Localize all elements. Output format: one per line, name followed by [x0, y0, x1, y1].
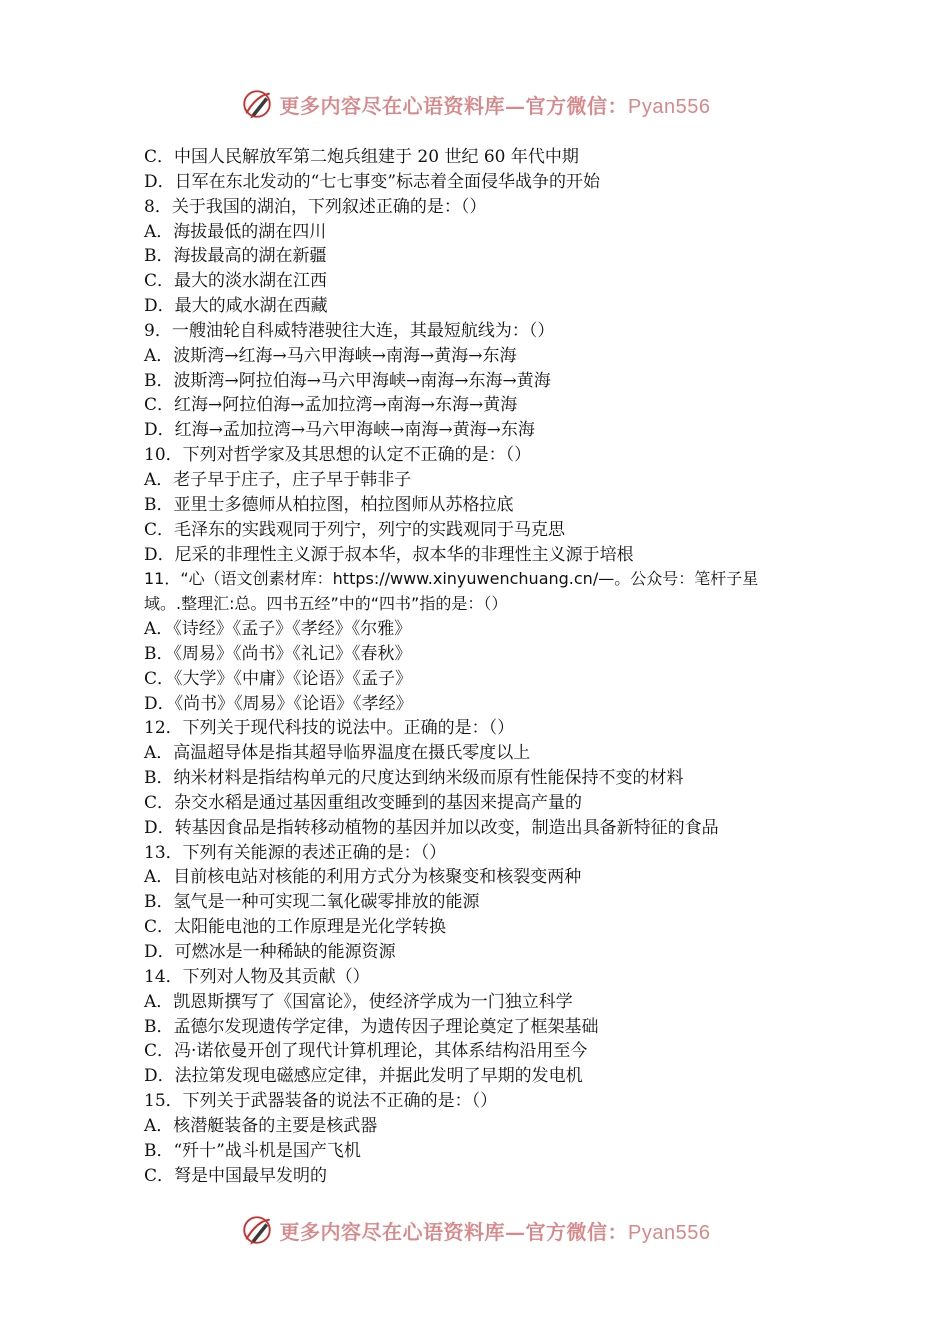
option-line: C．红海→阿拉伯海→孟加拉湾→南海→东海→黄海	[144, 395, 518, 416]
footer-watermark	[240, 1213, 711, 1247]
option-line: A．凯恩斯撰写了《国富论》，使经济学成为一门独立科学	[144, 991, 573, 1012]
option-line: D．转基因食品是指转移动植物的基因并加以改变，制造出具备新特征的食品	[144, 817, 719, 838]
question-9-stem: 9．一艘油轮自科威特港驶往大连，其最短航线为：（）	[144, 320, 555, 341]
question-11-stem: 11．“心（语文创素材库：https://www.xinyuwenchuang.cn/—。公众号：笔杆子星	[144, 569, 759, 589]
option-line: C．《大学》《中庸》《论语》《孟子》	[144, 668, 413, 689]
watermark-wechat-id: Pyan556	[628, 95, 711, 118]
option-line: D．尼采的非理性主义源于叔本华，叔本华的非理性主义源于培根	[144, 544, 634, 565]
option-line: A．《诗经》《孟子》《孝经》《尔雅》	[144, 619, 412, 640]
question-list	[144, 145, 824, 1188]
option-line: C．冯·诺依曼开创了现代计算机理论，其体系结构沿用至今	[144, 1041, 588, 1062]
text-line: C．中国人民解放军第二炮兵组建于 20 世纪 60 年代中期	[144, 147, 579, 167]
option-line: D．红海→孟加拉湾→马六甲海峡→南海→黄海→东海	[144, 420, 535, 441]
option-line: B．氢气是一种可实现二氧化碳零排放的能源	[144, 892, 480, 913]
option-line: D．最大的咸水湖在西藏	[144, 296, 328, 317]
option-line: D．《尚书》《周易》《论语》《孝经》	[144, 693, 413, 714]
question-13-stem: 13．下列有关能源的表述正确的是：（）	[144, 842, 447, 863]
option-line: B．“歼十”战斗机是国产飞机	[144, 1140, 361, 1161]
option-line: C．最大的淡水湖在江西	[144, 271, 328, 292]
text-line: D．日军在东北发动的“七七事变”标志着全面侵华战争的开始	[144, 171, 601, 192]
watermark-text: 更多内容尽在心语资料库—官方微信：Pyan556	[279, 93, 711, 118]
option-line: D．法拉第发现电磁感应定律，并据此发明了早期的发电机	[144, 1066, 583, 1087]
option-line: C．毛泽东的实践观同于列宁，列宁的实践观同于马克思	[144, 519, 566, 540]
option-line: C．弩是中国最早发明的	[144, 1165, 328, 1186]
option-line: B．海拔最高的湖在新疆	[144, 246, 327, 267]
header-watermark-banner	[0, 84, 950, 124]
option-line: A．老子早于庄子，庄子早于韩非子	[144, 469, 412, 490]
header-watermark	[240, 87, 711, 121]
option-line: A．波斯湾→红海→马六甲海峡→南海→黄海→东海	[144, 345, 517, 366]
question-11-stem-cont: 域。.整理汇:总。四书五经”中的“四书”指的是：（）	[144, 594, 508, 614]
question-10-stem: 10．下列对哲学家及其思想的认定不正确的是：（）	[144, 445, 532, 466]
option-line: B．亚里士多德师从柏拉图，柏拉图师从苏格拉底	[144, 494, 514, 515]
question-14-stem: 14．下列对人物及其贡献（）	[144, 966, 370, 987]
option-line: A．海拔最低的湖在四川	[144, 221, 327, 242]
option-line: A．高温超导体是指其超导临界温度在摄氏零度以上	[144, 743, 531, 764]
footer-watermark-banner	[0, 1210, 950, 1250]
question-12-stem: 12．下列关于现代科技的说法中。正确的是：（）	[144, 718, 515, 739]
watermark-text: 更多内容尽在心语资料库—官方微信：Pyan556	[279, 1219, 711, 1244]
option-line: C．太阳能电池的工作原理是光化学转换	[144, 917, 447, 938]
question-8-stem: 8．关于我国的湖泊，下列叙述正确的是：（）	[144, 196, 487, 217]
option-line: D．可燃冰是一种稀缺的能源资源	[144, 942, 396, 962]
pen-swirl-logo-icon	[240, 1213, 274, 1247]
option-line: B．纳米材料是指结构单元的尺度达到纳米级而原有性能保持不变的材料	[144, 768, 684, 789]
option-line: C．杂交水稻是通过基因重组改变睡到的基因来提高产量的	[144, 792, 583, 813]
option-line: B．波斯湾→阿拉伯海→马六甲海峡→南海→东海→黄海	[144, 370, 551, 391]
option-line: A．核潜艇装备的主要是核武器	[144, 1115, 378, 1136]
watermark-wechat-id: Pyan556	[628, 1221, 711, 1244]
option-line: A．目前核电站对核能的利用方式分为核聚变和核裂变两种	[144, 867, 582, 888]
option-line: B．《周易》《尚书》《礼记》《春秋》	[144, 643, 412, 664]
question-15-stem: 15．下列关于武器装备的说法不正确的是：（）	[144, 1091, 498, 1112]
option-line: B．孟德尔发现遗传学定律，为遗传因子理论奠定了框架基础	[144, 1016, 599, 1037]
pen-swirl-logo-icon	[240, 87, 274, 121]
